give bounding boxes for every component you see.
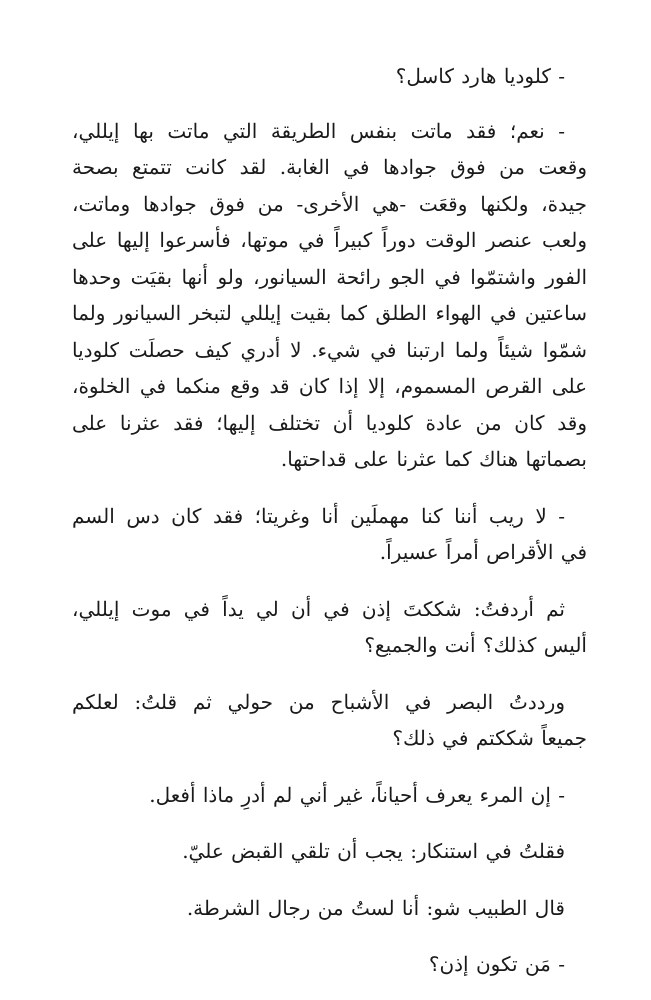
text-line: فقلتُ في استنكار: يجب أن تلقي القبض عليّ.	[182, 839, 565, 863]
paragraph	[72, 591, 587, 664]
text-line: جميعاً شككتم في ذلك؟	[392, 726, 587, 750]
text-line: قال الطبيب شو: أنا لستُ من رجال الشرطة.	[186, 895, 565, 920]
text-line: في الأقراص أمراً عسيراً.	[379, 540, 587, 564]
text-line: - مَن تكون إذن؟	[428, 952, 565, 976]
paragraph	[72, 777, 587, 814]
paragraph	[72, 58, 587, 95]
text-line: ولعب عنصر الوقت دوراً كبيراً في موتها، فأسرعوا إليها على	[72, 228, 587, 252]
text-line: ورددتُ البصر في الأشباح من حولي ثم قلتُ: لعلكم	[72, 689, 565, 714]
paragraph	[72, 890, 587, 927]
text-line: - كلوديا هارد كاسل؟	[395, 64, 565, 88]
text-line: الفور واشتمّوا في الجو رائحة السيانور، ولو أنها بقيَت وحدها	[72, 264, 587, 289]
paragraph	[72, 946, 587, 983]
text-line: ساعتين في الهواء الطلق كما بقيت إيللي لتبخر السيانور ولما	[72, 301, 587, 325]
text-line: شمّوا شيئاً ولما ارتبنا في شيء. لا أدري كيف حصلَت كلوديا	[72, 337, 587, 362]
paragraph	[72, 498, 587, 571]
text-line: ثم أردفتُ: شككتَ إذن في أن لي يداً في موت إيللي،	[72, 596, 565, 621]
text-line: وقعت من فوق جوادها في الغابة. لقد كانت تتمتع بصحة	[72, 155, 587, 179]
paragraph	[72, 833, 587, 870]
text-line: - نعم؛ فقد ماتت بنفس الطريقة التي ماتت بها إيللي،	[72, 118, 565, 143]
paragraph	[72, 684, 587, 757]
text-line: على القرص المسموم، إلا إذا كان قد وقع منكما في الخلوة،	[72, 374, 587, 398]
text-line: - إن المرء يعرف أحياناً، غير أني لم أدرِ ماذا أفعل.	[149, 782, 565, 807]
paragraph	[72, 113, 587, 478]
text-line: بصماتها هناك كما عثرنا على قداحتها.	[280, 447, 587, 471]
text-line: أليس كذلك؟ أنت والجميع؟	[364, 633, 587, 657]
text-line: جيدة، ولكنها وقعَت -هي الأخرى- من فوق جوادها وماتت،	[72, 191, 587, 216]
text-line: - لا ريب أننا كنا مهملَين أنا وغريتا؛ فقد كان دس السم	[72, 503, 565, 528]
text-line: وقد كان من عادة كلوديا أن تختلف إليها؛ فقد عثرنا على	[72, 410, 587, 435]
